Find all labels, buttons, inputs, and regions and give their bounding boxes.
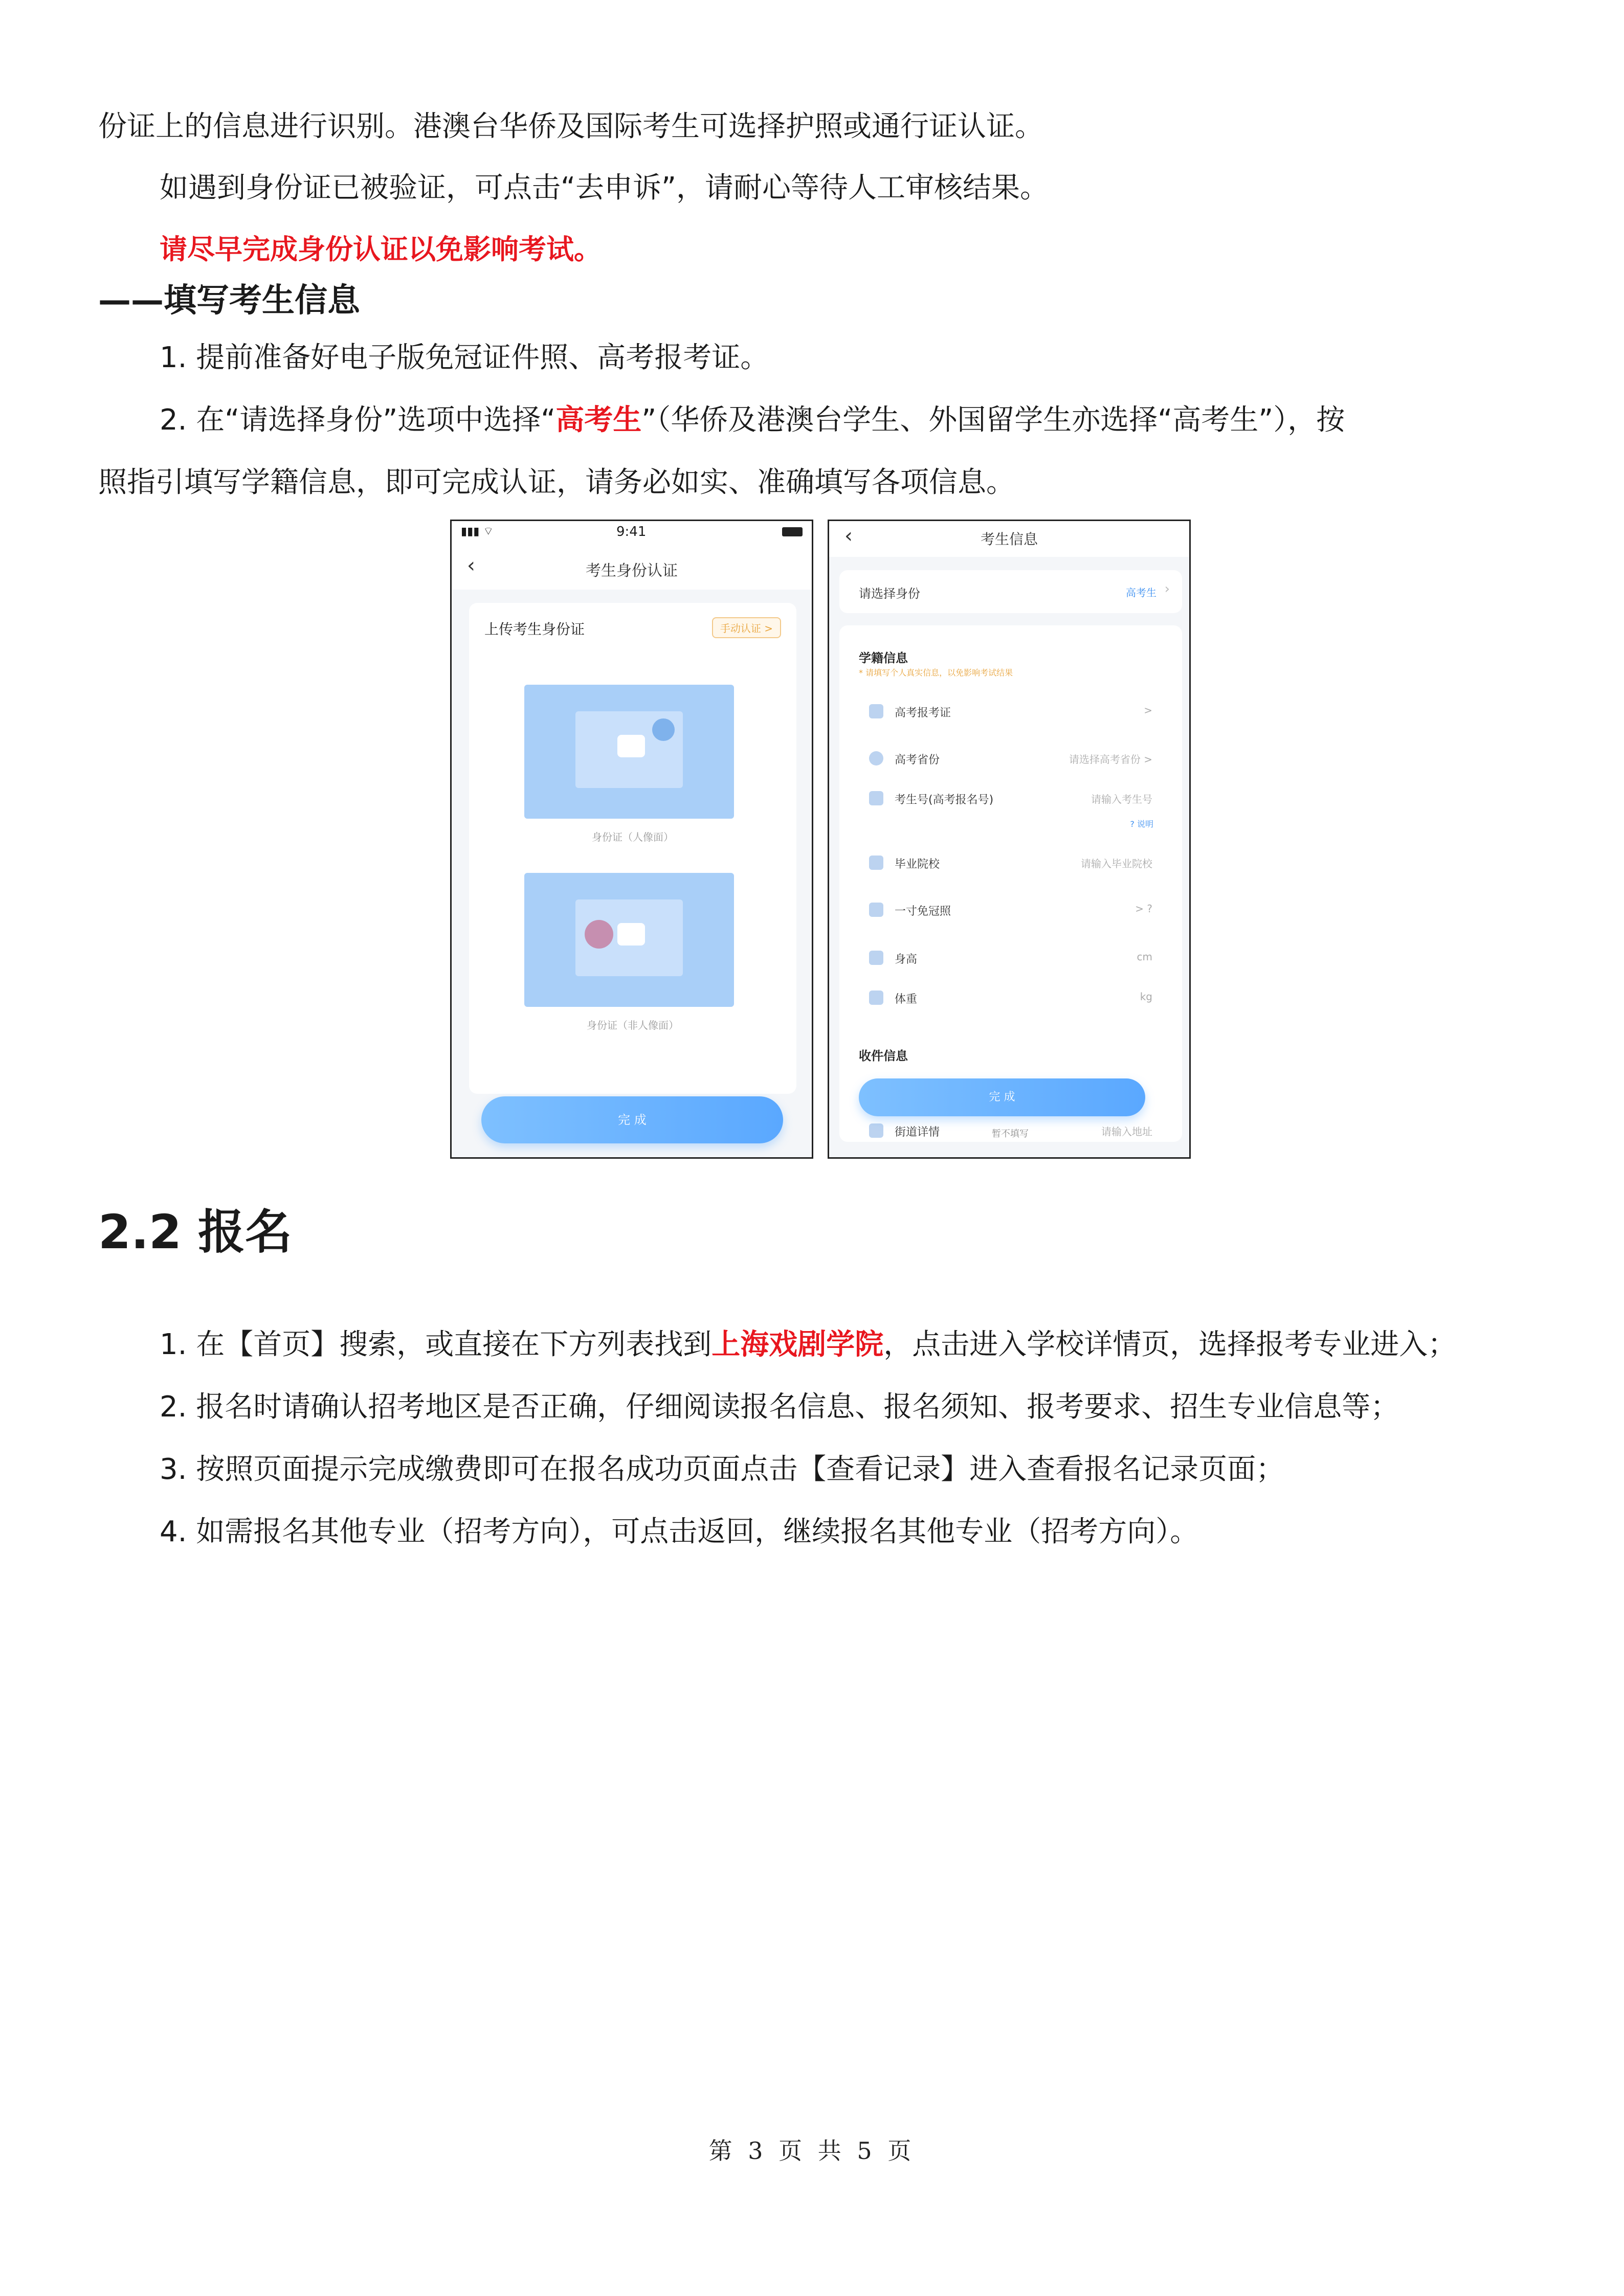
- list-item-2: [160, 400, 1542, 441]
- section-heading-registration: 2.2 报名: [98, 1205, 293, 1259]
- camera-icon: [617, 923, 645, 946]
- form-row-photo[interactable]: 一寸免冠照 > ?: [869, 895, 1152, 926]
- back-chevron-icon[interactable]: ‹: [467, 554, 475, 577]
- map-icon: [869, 1123, 883, 1138]
- list-item-2-text-a: 2. 在“请选择身份”选项中选择“: [160, 403, 556, 437]
- upload-card: [469, 603, 796, 1094]
- form-row-candidate-no[interactable]: 考生号(高考报名号) 请输入考生号: [869, 784, 1152, 815]
- chevron-right-icon: ›: [1164, 581, 1170, 597]
- student-info-card: [839, 625, 1182, 1142]
- section-note: * 请填写个人真实信息，以免影响考试结果: [859, 668, 1013, 678]
- id-icon: [869, 791, 883, 805]
- id-back-caption: 身份证（非人像面）: [587, 1019, 679, 1031]
- highlight-school-name: 上海戏剧学院: [711, 1328, 884, 1361]
- manual-auth-button[interactable]: 手动认证 >: [712, 617, 781, 638]
- document-icon: [869, 704, 883, 718]
- signal-icon: ▮▮▮ ⌔: [461, 525, 494, 538]
- phone-screenshot-id-auth: [450, 520, 813, 1159]
- section-fill-heading: ——填写考生信息: [98, 282, 360, 320]
- id-back-upload[interactable]: [524, 873, 734, 1007]
- upload-card-title: 上传考生身份证: [484, 621, 585, 638]
- identity-label: 请选择身份: [859, 587, 920, 601]
- page-footer: 第 3 页 共 5 页: [708, 2137, 916, 2165]
- form-row-height[interactable]: 身高 cm: [869, 943, 1152, 974]
- list-item-1: 1. 提前准备好电子版免冠证件照、高考报考证。: [160, 341, 769, 374]
- id-front-upload[interactable]: [524, 685, 734, 819]
- scale-icon: [869, 991, 883, 1005]
- battery-icon: [782, 527, 803, 536]
- form-row-weight[interactable]: 体重 kg: [869, 983, 1152, 1014]
- status-time: 9:41: [616, 524, 647, 539]
- step-1-text-a: 1. 在【首页】搜索，或直接在下方列表找到: [160, 1328, 712, 1361]
- form-row-school[interactable]: 毕业院校 请输入毕业院校: [869, 848, 1152, 879]
- paragraph-id-recognition: 份证上的信息进行识别。港澳台华侨及国际考生可选择护照或通行证认证。: [98, 110, 1043, 143]
- identity-value: 高考生: [1126, 587, 1156, 599]
- nav-title: 考生信息: [980, 531, 1038, 548]
- status-bar: [452, 521, 812, 544]
- paragraph-appeal: 如遇到身份证已被验证，可点击“去申诉”，请耐心等待人工审核结果。: [160, 171, 1049, 205]
- receive-info-title: 收件信息: [859, 1049, 908, 1063]
- step-4: 4. 如需报名其他专业（招考方向），可点击返回，继续报名其他专业（招考方向）。: [160, 1515, 1199, 1548]
- form-row-province[interactable]: 高考省份 请选择高考省份 >: [869, 744, 1152, 775]
- list-item-2-continued: 照指引填写学籍信息，即可完成认证，请务必如实、准确填写各项信息。: [98, 466, 1015, 499]
- highlight-gaokaosheng: 高考生: [555, 403, 642, 437]
- emblem-icon: [585, 920, 613, 949]
- nav-bar: [829, 521, 1189, 557]
- step-1-text-b: ，点击进入学校详情页，选择报考专业进入；: [883, 1328, 1457, 1361]
- phone-screenshot-student-info: [828, 520, 1191, 1159]
- back-chevron-icon[interactable]: ‹: [844, 524, 853, 548]
- school-icon: [869, 856, 883, 870]
- portrait-icon: [652, 718, 675, 741]
- warning-text: 请尽早完成身份认证以免影响考试。: [160, 233, 602, 265]
- id-front-caption: 身份证（人像面）: [592, 831, 674, 843]
- nav-title: 考生身份认证: [586, 562, 678, 580]
- done-button[interactable]: 完 成: [481, 1096, 783, 1143]
- step-1: [160, 1324, 1542, 1365]
- list-item-2-text-b: ”（华侨及港澳台学生、外国留学生亦选择“高考生”），按: [641, 403, 1345, 437]
- explain-link[interactable]: ? 说明: [1130, 819, 1153, 829]
- ruler-icon: [869, 951, 883, 965]
- camera-icon: [617, 735, 645, 757]
- done-button[interactable]: 完 成: [859, 1078, 1145, 1116]
- section-title: 学籍信息: [859, 651, 908, 665]
- form-row-street[interactable]: 街道详情 暂不填写 请输入地址: [869, 1116, 1152, 1147]
- user-icon: [869, 903, 883, 917]
- nav-bar: [452, 544, 812, 590]
- identity-select-row[interactable]: [839, 570, 1182, 613]
- location-icon: [869, 751, 883, 766]
- step-3: 3. 按照页面提示完成缴费即可在报名成功页面点击【查看记录】进入查看报名记录页面；: [160, 1453, 1285, 1486]
- step-2: 2. 报名时请确认招考地区是否正确，仔细阅读报名信息、报名须知、报考要求、招生专业信息等；: [160, 1390, 1399, 1424]
- form-row-exam-card[interactable]: 高考报考证 >: [869, 697, 1152, 728]
